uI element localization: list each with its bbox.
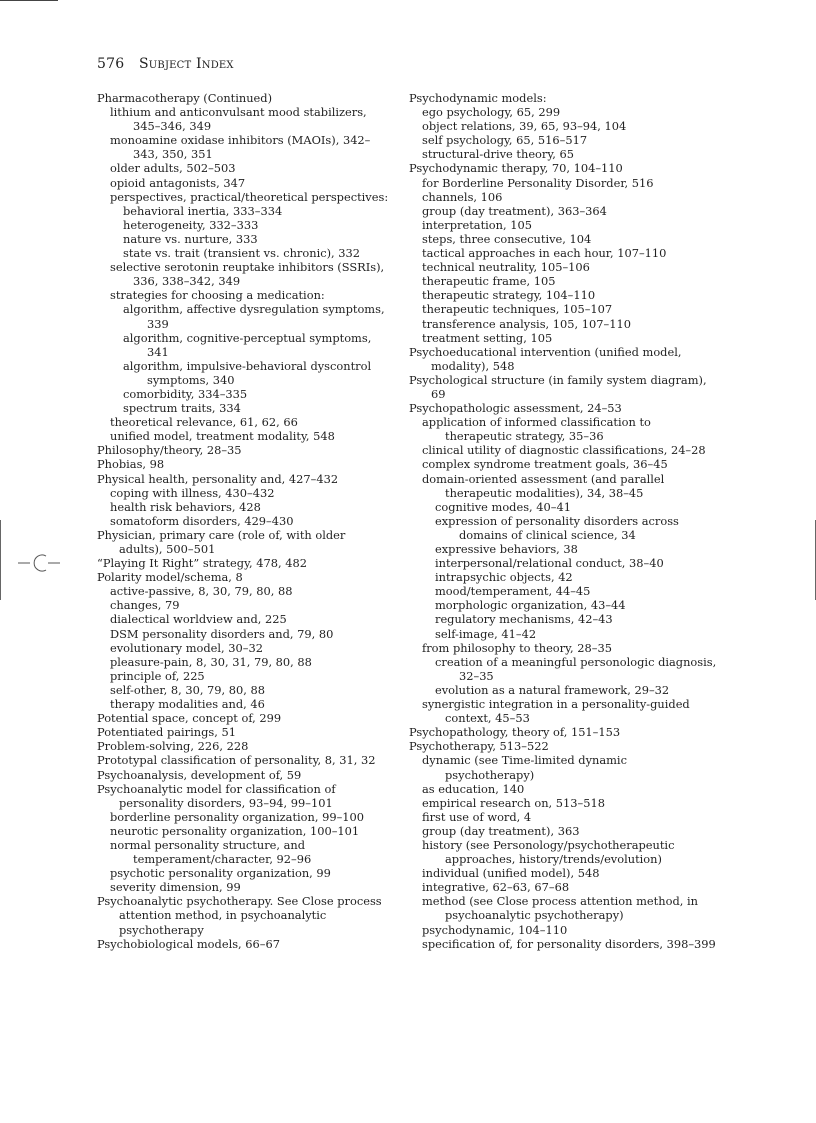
page-number: 576: [97, 56, 125, 72]
index-entry: selective serotonin reuptake inhibitors (SSRIs), 336, 338–342, 349: [110, 260, 385, 289]
index-entry: intrapsychic objects, 42: [435, 570, 573, 585]
index-entry: specification of, for personality disorders, 398–399: [422, 936, 716, 951]
index-entry: structural-drive theory, 65: [422, 147, 575, 162]
corner-crop-rule: [0, 0, 58, 1]
index-entry: method (see Close process attention method, in psychoanalytic psychotherapy): [422, 894, 698, 923]
index-column-right: [409, 91, 719, 951]
index-entry: perspectives, practical/theoretical perspectives:: [110, 189, 389, 204]
index-entry: from philosophy to theory, 28–35: [422, 640, 612, 655]
index-entry: expression of personality disorders across domains of clinical science, 34: [435, 513, 679, 542]
index-entry: tactical approaches in each hour, 107–110: [422, 246, 667, 261]
index-entry: Physical health, personality and, 427–432: [97, 471, 339, 486]
index-entry: psychotic personality organization, 99: [110, 866, 331, 881]
index-entry: creation of a meaningful personologic diagnosis, 32–35: [435, 654, 717, 683]
index-entry: ego psychology, 65, 299: [422, 105, 561, 120]
index-entry: steps, three consecutive, 104: [422, 231, 592, 246]
index-entry: Problem-solving, 226, 228: [97, 739, 249, 754]
index-entry: Psychological structure (in family system diagram), 69: [409, 372, 707, 401]
index-entry: theoretical relevance, 61, 62, 66: [110, 415, 298, 430]
index-entry: health risk behaviors, 428: [110, 499, 261, 514]
left-margin-rule: [0, 520, 1, 600]
index-entry: self psychology, 65, 516–517: [422, 133, 588, 148]
index-entry: therapy modalities and, 46: [110, 697, 265, 712]
index-entry: Psychoanalysis, development of, 59: [97, 767, 302, 782]
index-entry: borderline personality organization, 99–100: [110, 809, 365, 824]
index-entry: severity dimension, 99: [110, 880, 241, 895]
index-entry: neurotic personality organization, 100–101: [110, 823, 360, 838]
index-entry: older adults, 502–503: [110, 161, 236, 176]
index-entry: cognitive modes, 40–41: [435, 499, 571, 514]
index-entry: object relations, 39, 65, 93–94, 104: [422, 119, 627, 134]
index-entry: spectrum traits, 334: [123, 401, 241, 416]
index-entry: complex syndrome treatment goals, 36–45: [422, 457, 668, 472]
index-entry: for Borderline Personality Disorder, 516: [422, 175, 654, 190]
index-entry: Polarity model/schema, 8: [97, 570, 243, 585]
index-entry: empirical research on, 513–518: [422, 795, 605, 810]
index-entry: therapeutic frame, 105: [422, 274, 556, 289]
index-entry: “Playing It Right” strategy, 478, 482: [97, 556, 307, 571]
index-entry: self-other, 8, 30, 79, 80, 88: [110, 682, 266, 697]
index-entry: individual (unified model), 548: [422, 866, 600, 881]
index-entry: Potentiated pairings, 51: [97, 725, 236, 740]
index-entry: heterogeneity, 332–333: [123, 217, 259, 232]
index-entry: somatoform disorders, 429–430: [110, 513, 294, 528]
index-entry: algorithm, impulsive-behavioral dyscontrol symptoms, 340: [123, 358, 372, 387]
index-entry: Pharmacotherapy (Continued): [97, 91, 273, 105]
index-entry: Physician, primary care (role of, with older adults), 500–501: [97, 527, 346, 556]
index-entry: Psychoanalytic model for classification of personality disorders, 93–94, 99–101: [97, 781, 336, 810]
index-entry: interpersonal/relational conduct, 38–40: [435, 556, 664, 571]
index-entry: domain-oriented assessment (and parallel therapeutic modalities), 34, 38–45: [422, 471, 665, 500]
page-header: [97, 56, 234, 72]
index-entry: Philosophy/theory, 28–35: [97, 443, 242, 458]
index-entry: clinical utility of diagnostic classifications, 24–28: [422, 443, 706, 458]
index-entry: unified model, treatment modality, 548: [110, 429, 335, 444]
index-entry: therapeutic techniques, 105–107: [422, 302, 613, 317]
index-entry: Potential space, concept of, 299: [97, 711, 282, 726]
index-entry: dynamic (see Time-limited dynamic psychotherapy): [422, 753, 627, 782]
index-entry: history (see Personology/psychotherapeutic approaches, history/trends/evolution): [422, 837, 675, 867]
index-entry: evolutionary model, 30–32: [110, 640, 263, 655]
index-entry: treatment setting, 105: [422, 330, 553, 345]
index-entry: state vs. trait (transient vs. chronic), 332: [123, 246, 361, 261]
index-entry: self-image, 41–42: [435, 626, 537, 641]
index-entry: behavioral inertia, 333–334: [123, 203, 283, 218]
index-entry: transference analysis, 105, 107–110: [422, 316, 631, 331]
index-entry: psychodynamic, 104–110: [422, 922, 568, 937]
index-entry: coping with illness, 430–432: [110, 485, 275, 500]
index-entry: lithium and anticonvulsant mood stabilizers, 345–346, 349: [110, 105, 367, 134]
index-entry: integrative, 62–63, 67–68: [422, 880, 570, 895]
index-entry: first use of word, 4: [422, 809, 532, 824]
index-entry: Psychoeducational intervention (unified model, modality), 548: [409, 344, 682, 373]
index-entry: principle of, 225: [110, 668, 205, 683]
index-entry: regulatory mechanisms, 42–43: [435, 612, 613, 627]
index-entry: channels, 106: [422, 189, 503, 204]
index-entry: Psychotherapy, 513–522: [409, 739, 549, 754]
index-entry: Psychopathologic assessment, 24–53: [409, 401, 622, 416]
index-entry: strategies for choosing a medication:: [110, 288, 325, 303]
index-entry: group (day treatment), 363–364: [422, 203, 607, 218]
index-entry: therapeutic strategy, 104–110: [422, 288, 596, 303]
running-title: Subject Index: [138, 56, 234, 72]
index-entry: interpretation, 105: [422, 217, 532, 232]
index-entry: opioid antagonists, 347: [110, 175, 246, 190]
index-entry: application of informed classification to therapeutic strategy, 35–36: [422, 415, 651, 444]
index-entry: nature vs. nurture, 333: [123, 231, 258, 246]
index-entry: morphologic organization, 43–44: [435, 598, 626, 613]
index-entry: changes, 79: [110, 598, 180, 613]
index-entry: DSM personality disorders and, 79, 80: [110, 626, 334, 641]
index-entry: Psychobiological models, 66–67: [97, 936, 280, 951]
index-entry: Psychopathology, theory of, 151–153: [409, 725, 621, 740]
index-entry: Psychoanalytic psychotherapy. See Close process attention method, in psychoanalytic psychotherapy: [97, 894, 382, 937]
index-entry: as education, 140: [422, 781, 525, 796]
index-entry: group (day treatment), 363: [422, 823, 580, 838]
index-column-left: [97, 91, 389, 951]
index-entry: normal personality structure, and temperament/character, 92–96: [110, 837, 312, 867]
index-entry: mood/temperament, 44–45: [435, 584, 591, 599]
index-entry: synergistic integration in a personality-guided context, 45–53: [422, 697, 690, 726]
index-entry: evolution as a natural framework, 29–32: [435, 682, 670, 697]
index-entry: Psychodynamic therapy, 70, 104–110: [409, 161, 623, 176]
index-entry: dialectical worldview and, 225: [110, 612, 287, 627]
index-entry: Phobias, 98: [97, 457, 165, 472]
index-entry: algorithm, cognitive-perceptual symptoms, 341: [123, 330, 372, 359]
index-entry: Psychodynamic models:: [409, 91, 547, 105]
index-entry: monoamine oxidase inhibitors (MAOIs), 342–343, 350, 351: [110, 133, 371, 162]
index-entry: expressive behaviors, 38: [435, 542, 578, 556]
index-entry: pleasure-pain, 8, 30, 31, 79, 80, 88: [110, 654, 312, 669]
index-entry: active-passive, 8, 30, 79, 80, 88: [110, 584, 293, 599]
index-entry: Prototypal classification of personality, 8, 31, 32: [97, 753, 376, 768]
registration-mark-icon: [16, 552, 62, 574]
index-entry: algorithm, affective dysregulation symptoms, 339: [123, 302, 385, 331]
index-entry: comorbidity, 334–335: [123, 386, 248, 401]
index-entry: technical neutrality, 105–106: [422, 260, 590, 275]
